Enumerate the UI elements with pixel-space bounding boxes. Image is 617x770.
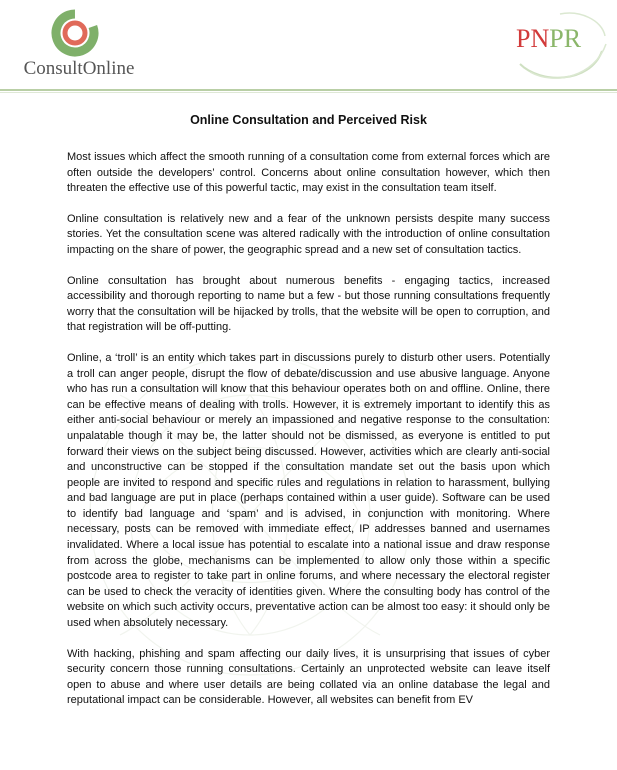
paragraph: Online consultation has brought about numerous benefits - engaging tactics, increased accessibility and thorough reporting to name but a few - but those running consultations frequently worry that the consultation will be hijacked by trolls, that the website will be open to corruption, and that registration will be off-putting. <box>67 274 550 334</box>
pnpr-logo <box>510 6 610 86</box>
document-body <box>67 112 550 724</box>
header-divider-shadow <box>0 92 617 93</box>
header-divider <box>0 89 617 91</box>
pnpr-logo-text <box>516 24 581 54</box>
page-header <box>0 0 617 92</box>
pnpr-logo-text-pr: PR <box>549 24 582 53</box>
consultonline-logo-icon <box>50 8 100 58</box>
paragraph: Online, a ‘troll’ is an entity which takes part in discussions purely to disturb other users. Potentially a troll can anger people, disrupt the flow of debate/discussion and use abusive language. Anyone who has run a consultation will know that this behaviour operates both on and offline. Online, there can be effective means of dealing with trolls. However, it is extremely important to identify this as either anti-social behaviour or merely an impassioned and negative response to the consultation: unpalatable though it may be, the latter should not be dismissed, as everyone is entitled to put forward their views on the subject being discussed. However, activities which are clearly anti-social and unconstructive can be stopped if the consultation mandate set out the basis upon which people are invited to respond and specific rules and regulations in relation to harassment, bullying and bad language are put in place (perhaps contained within a user guide). Software can be used to identify bad language and ‘spam’ and is advised, in conjunction with monitoring. Where necessary, posts can be removed with immediate effect, IP addresses banned and usernames invalidated. Where a local issue has potential to escalate into a national issue and draw response from across the globe, mechanisms can be implemented to allow only those within a specific postcode area to register to take part in online forums, and where necessary the electoral register can be used to check the veracity of identities given. Where the consulting body has control of the website on which such activity occurs, preventative action can be almost too easy: it should only be used when absolutely necessary. <box>67 351 550 630</box>
paragraph: With hacking, phishing and spam affecting our daily lives, it is unsurprising that issues of cyber security concern those running consultations. Certainly an unprotected website can leave itself open to abuse and where user details are being collated via an online database the legal and reputational impact can be considerable. However, all websites can benefit from EV <box>67 647 550 707</box>
consultonline-logo-text: ConsultOnline <box>23 58 135 79</box>
consultonline-logo <box>14 8 144 80</box>
paragraph: Online consultation is relatively new and a fear of the unknown persists despite many success stories. Yet the consultation scene was altered radically with the introduction of online consultation impacting on the share of power, the geographic spread and a new set of consultation tactics. <box>67 212 550 256</box>
paragraph: Most issues which affect the smooth running of a consultation come from external forces which are often outside the developers’ control. Concerns about online consultation however, which then threaten the effective use of this powerful tactic, may exist in the consultation team itself. <box>67 151 550 195</box>
pnpr-logo-text-pn: PN <box>516 24 550 53</box>
document-title: Online Consultation and Perceived Risk <box>190 113 427 127</box>
